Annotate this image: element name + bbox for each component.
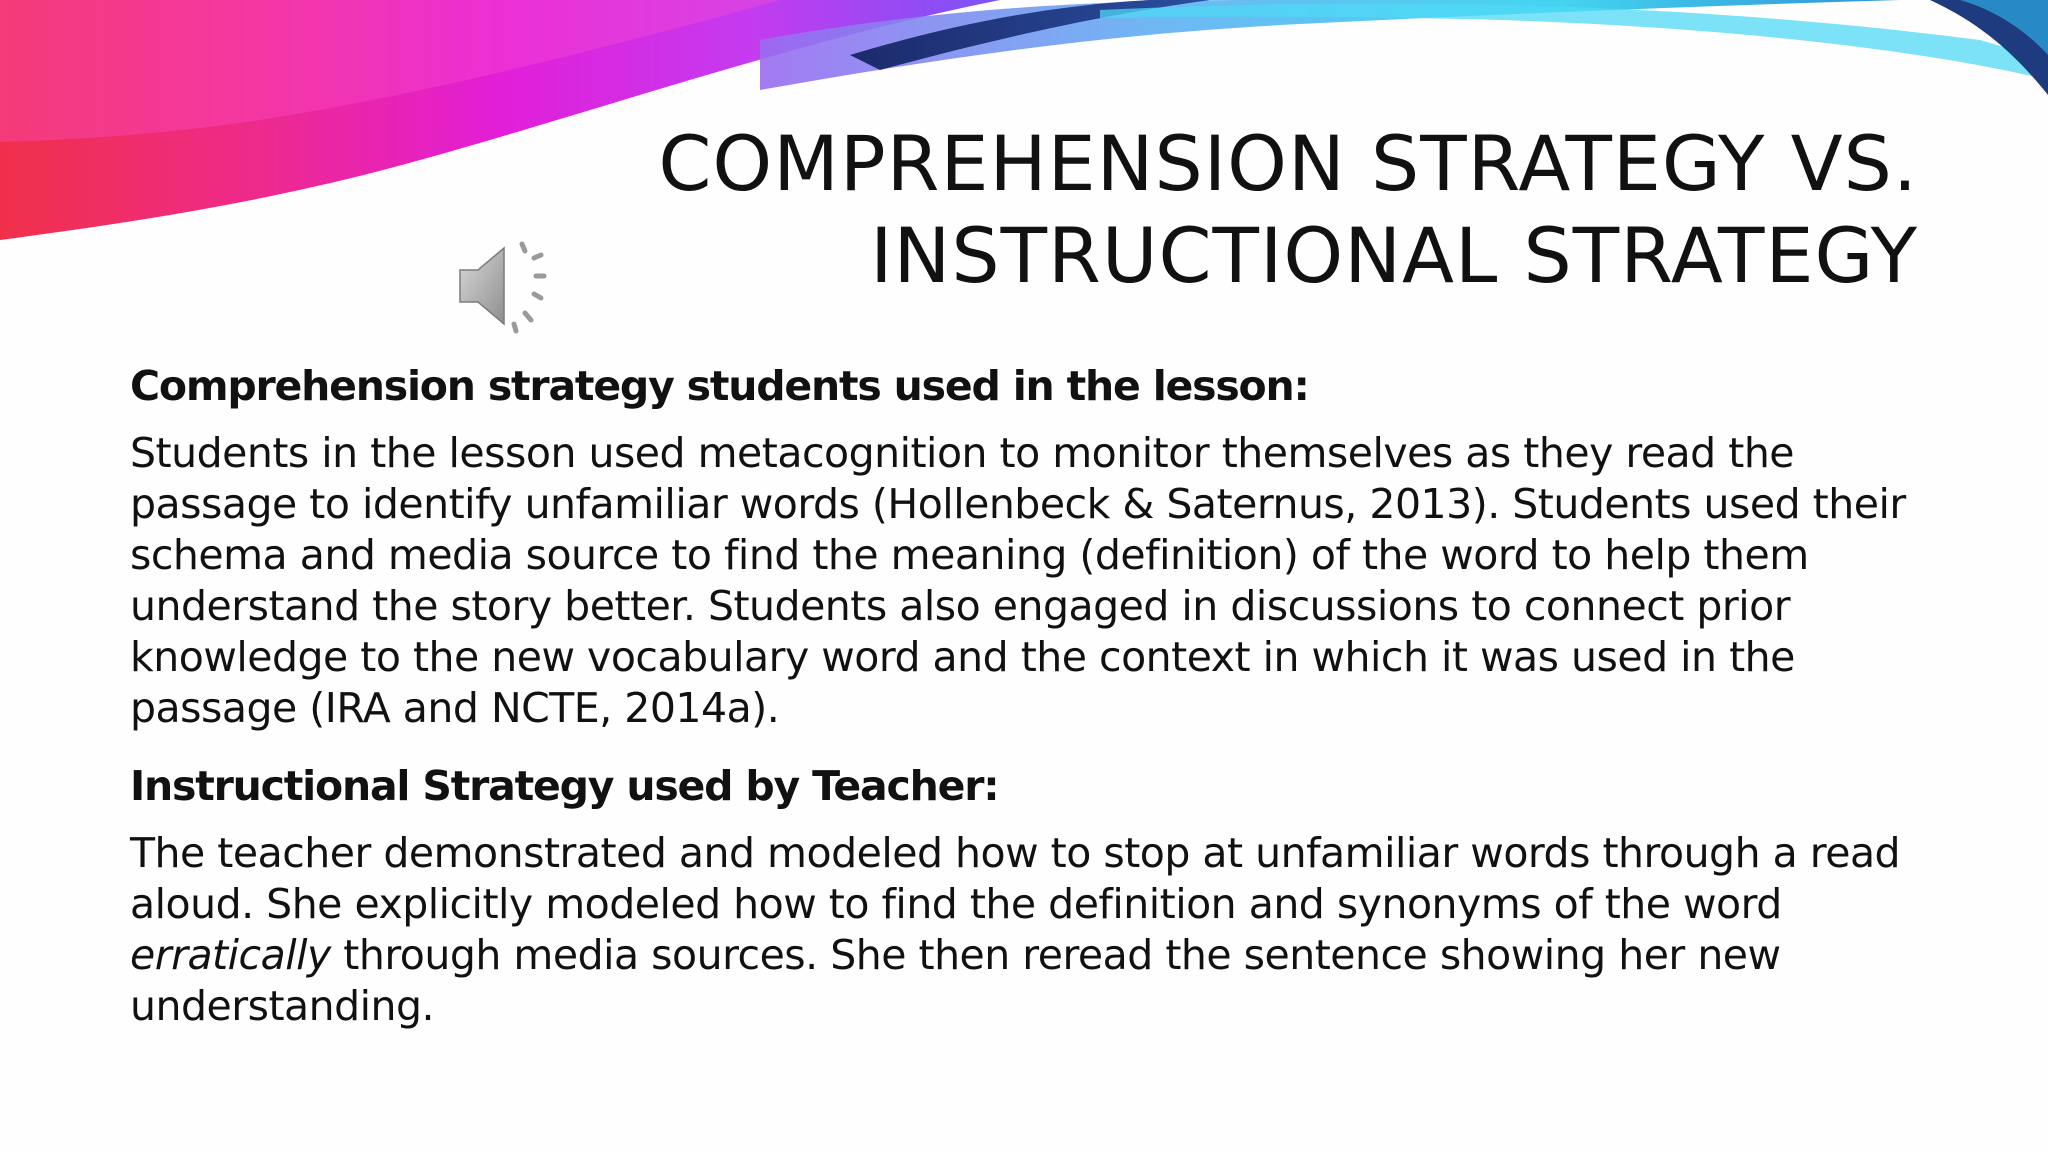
slide-title	[418, 118, 1918, 302]
title-line-2: INSTRUCTIONAL STRATEGY	[870, 211, 1918, 300]
slide-body	[130, 356, 1930, 1054]
section-text-comprehension: Students in the lesson used metacognition to monitor themselves as they read the passage to identify unfamiliar words (Hollenbeck & Saternus, 2013). Students used their schema and media source to find the meaning (definition) of the word to help them understand the story better. Students also engaged in discussions to connect prior knowledge to the new vocabulary word and the context in which it was used in the passage (IRA and NCTE, 2014a).	[130, 429, 1906, 732]
instructional-text-italic-word: erratically	[130, 931, 331, 979]
instructional-text-part2: through media sources. She then reread the sentence showing her new understanding.	[130, 931, 1781, 1030]
instructional-text-part1: The teacher demonstrated and modeled how to stop at unfamiliar words through a read aloud. She explicitly modeled how to find the definition and synonyms of the word	[130, 829, 1901, 928]
section-heading-instructional: Instructional Strategy used by Teacher:	[130, 762, 999, 810]
section-heading-comprehension: Comprehension strategy students used in the lesson:	[130, 362, 1309, 410]
section-text-instructional	[130, 828, 1930, 1032]
title-line-1: COMPREHENSION STRATEGY VS.	[658, 119, 1918, 208]
